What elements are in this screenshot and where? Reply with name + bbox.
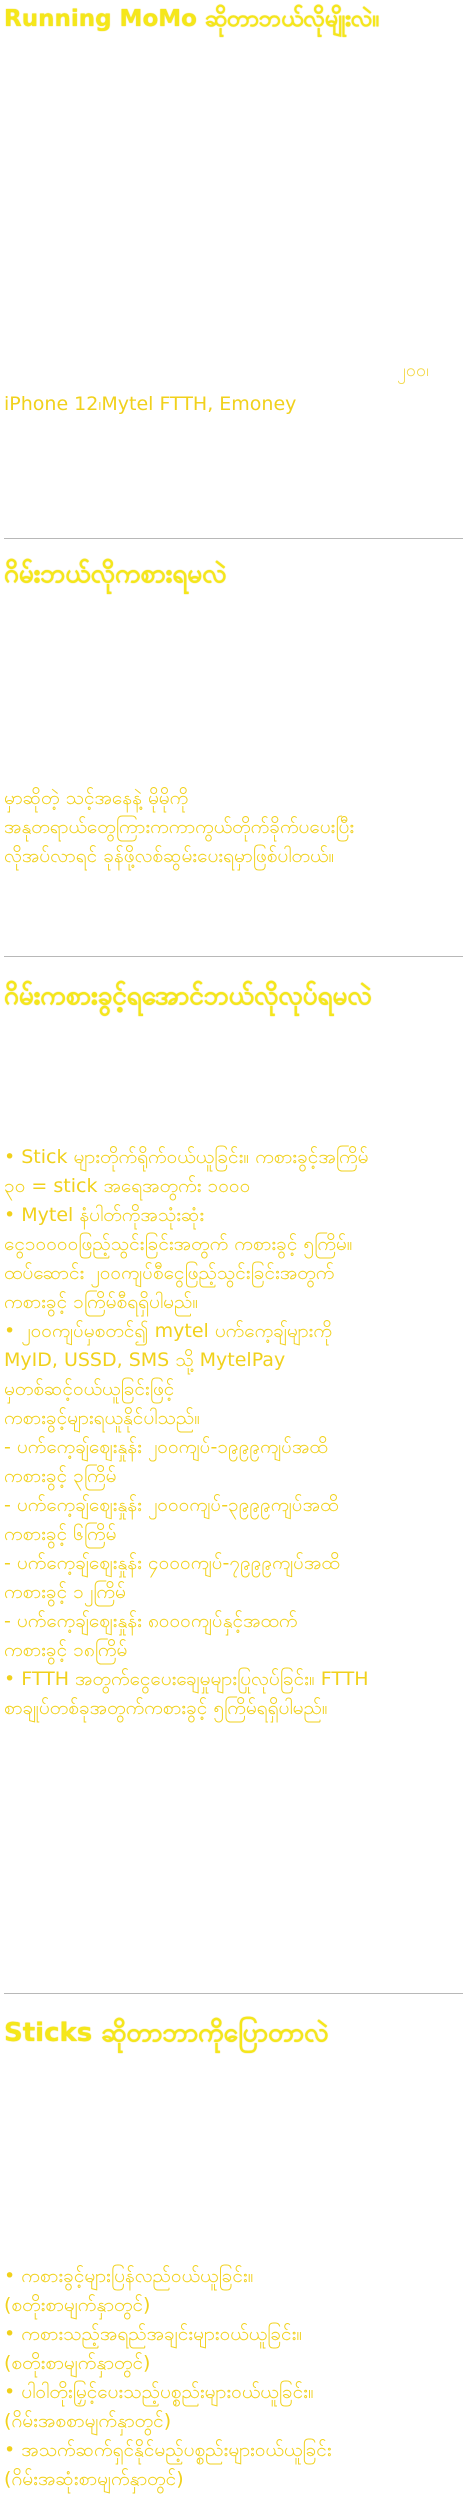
divider xyxy=(4,1993,463,1994)
section-heading-sticks: Sticks ဆိုတာဘာကိုပြောတာလဲ xyxy=(4,2018,329,2048)
list-item: စာချုပ်တစ်ခုအတွက်ကစားခွင့် ၅ကြိမ်ရရှိပါမည်။ xyxy=(4,1697,328,1719)
list-item: - ပက်ကေ့ချ်ဈေးနှုန်း ၄၀၀၀ကျပ်-၇၉၉၉ကျပ်အထိ xyxy=(4,1552,340,1574)
list-item: ကစားခွင့်များရယူနိုင်ပါသည်။ xyxy=(4,1407,200,1429)
list-item: • ကစားသည့်အရည်အချင်းများဝယ်ယူခြင်း။ xyxy=(4,2323,303,2345)
body-line: အနုတရာယ်တွေကြားကကာကွယ်တိုက်ခိုက်ပပေးပြီး xyxy=(4,816,355,838)
list-item: ကစားခွင့် ၁ကြိမ်စီရရှိပါမည်။ xyxy=(4,1291,199,1313)
section-heading-how-to-play: ဂိမ်းဘယ်လိုကစားရမလဲ xyxy=(4,559,227,589)
list-item: မှတစ်ဆင့်ဝယ်ယူခြင်းဖြင့် xyxy=(4,1378,175,1400)
hero-title: Running MoMo ဆိုတာဘယ်လိုမျိုးလဲ။ xyxy=(4,6,380,32)
list-item: • ပါဝါတိုးမြှင့်ပေးသည့်ပစ္စည်းများဝယ်ယူခြင်း။ xyxy=(4,2381,314,2403)
list-item: ကစားခွင့် ၃ကြိမ် xyxy=(4,1465,117,1487)
list-item: ကစားခွင့် ၁၈ကြိမ် xyxy=(4,1639,128,1661)
list-item: ကစားခွင့် ၁၂ကြိမ် xyxy=(4,1581,126,1603)
list-item: • ကစားခွင့်များပြန်လည်ဝယ်ယူခြင်း။ xyxy=(4,2265,254,2287)
list-item: • FTTH အတွက်ငွေပေးချေမှုများပြုလုပ်ခြင်း။ FTTH xyxy=(4,1668,369,1690)
list-item: - ပက်ကေ့ချ်ဈေးနှုန်း ၂၀၀ကျပ်-၁၉၉၉ကျပ်အထိ xyxy=(4,1436,328,1458)
list-item: (စတိုးစာမျက်နှာတွင်) xyxy=(4,2294,151,2316)
list-item: ငွေ၁၀၀၀၀ဖြည့်သွင်းခြင်းအတွက် ကစားခွင့် ၅ကြိမ်။ xyxy=(4,1233,353,1255)
list-item: ထပ်ဆောင်း ၂၀၀ကျပ်စီငွေဖြည့်သွင်းခြင်းအတွက် xyxy=(4,1262,335,1284)
list-item: - ပက်ကေ့ချ်ဈေးနှုန်း ၈၀၀၀ကျပ်နှင့်အထက် xyxy=(4,1610,298,1632)
section-body-how-to-play xyxy=(4,784,464,871)
body-line: မှာဆိုတဲ့ သင့်အနေနဲ့ မိုမိုကို xyxy=(4,787,189,809)
divider xyxy=(4,956,463,957)
list-item: ကစားခွင့် ၆ကြိမ် xyxy=(4,1523,117,1545)
list-item: (စတိုးစာမျက်နှာတွင်) xyxy=(4,2352,151,2374)
prize-count: ၂၀၀၊ xyxy=(397,360,429,381)
list-item: • ၂၀၀ကျပ်မှစတင်၍ mytel ပက်ကေ့ချ်များကို xyxy=(4,1320,332,1342)
list-item: ၃၀ = stick အရေအတွက်း ၁၀၀၀ xyxy=(4,1175,251,1197)
list-item: - ပက်ကေ့ချ်ဈေးနှုန်း ၂၀၀၀ကျပ်-၃၉၉၉ကျပ်အထိ xyxy=(4,1494,339,1516)
prize-list: iPhone 12၊Mytel FTTH, Emoney xyxy=(4,393,297,415)
list-item: • Mytel နံပါတ်ကိုအသုံးဆုံး xyxy=(4,1204,205,1226)
list-item: • Stick များတိုက်ရိုက်ဝယ်ယူခြင်း။ ကစားခွင့်အကြိမ် xyxy=(4,1146,369,1168)
section-heading-get-plays: ဂိမ်းကစားခွင့်ရအောင်ဘယ်လိုလုပ်ရမလဲ xyxy=(4,981,372,1011)
body-line: လိုအပ်လာရင် ခုန်ဖို့လစ်ဆွမ်းပေးရမှာဖြစ်ပါတယ်။ xyxy=(4,845,335,867)
list-item: MyID, USSD, SMS သို့ MytelPay xyxy=(4,1349,286,1371)
divider xyxy=(4,538,463,539)
list-item: (ဂိမ်းအစစာမျက်နှာတွင်) xyxy=(4,2410,172,2432)
section-body-get-plays xyxy=(4,1143,464,1723)
list-item: (ဂိမ်းအဆုံးစာမျက်နှာတွင်) xyxy=(4,2468,184,2490)
list-item: • အသက်ဆက်ရှင်နိုင်မည့်ပစ္စည်းများဝယ်ယူခြင်း xyxy=(4,2439,332,2461)
section-body-sticks xyxy=(4,2262,464,2494)
